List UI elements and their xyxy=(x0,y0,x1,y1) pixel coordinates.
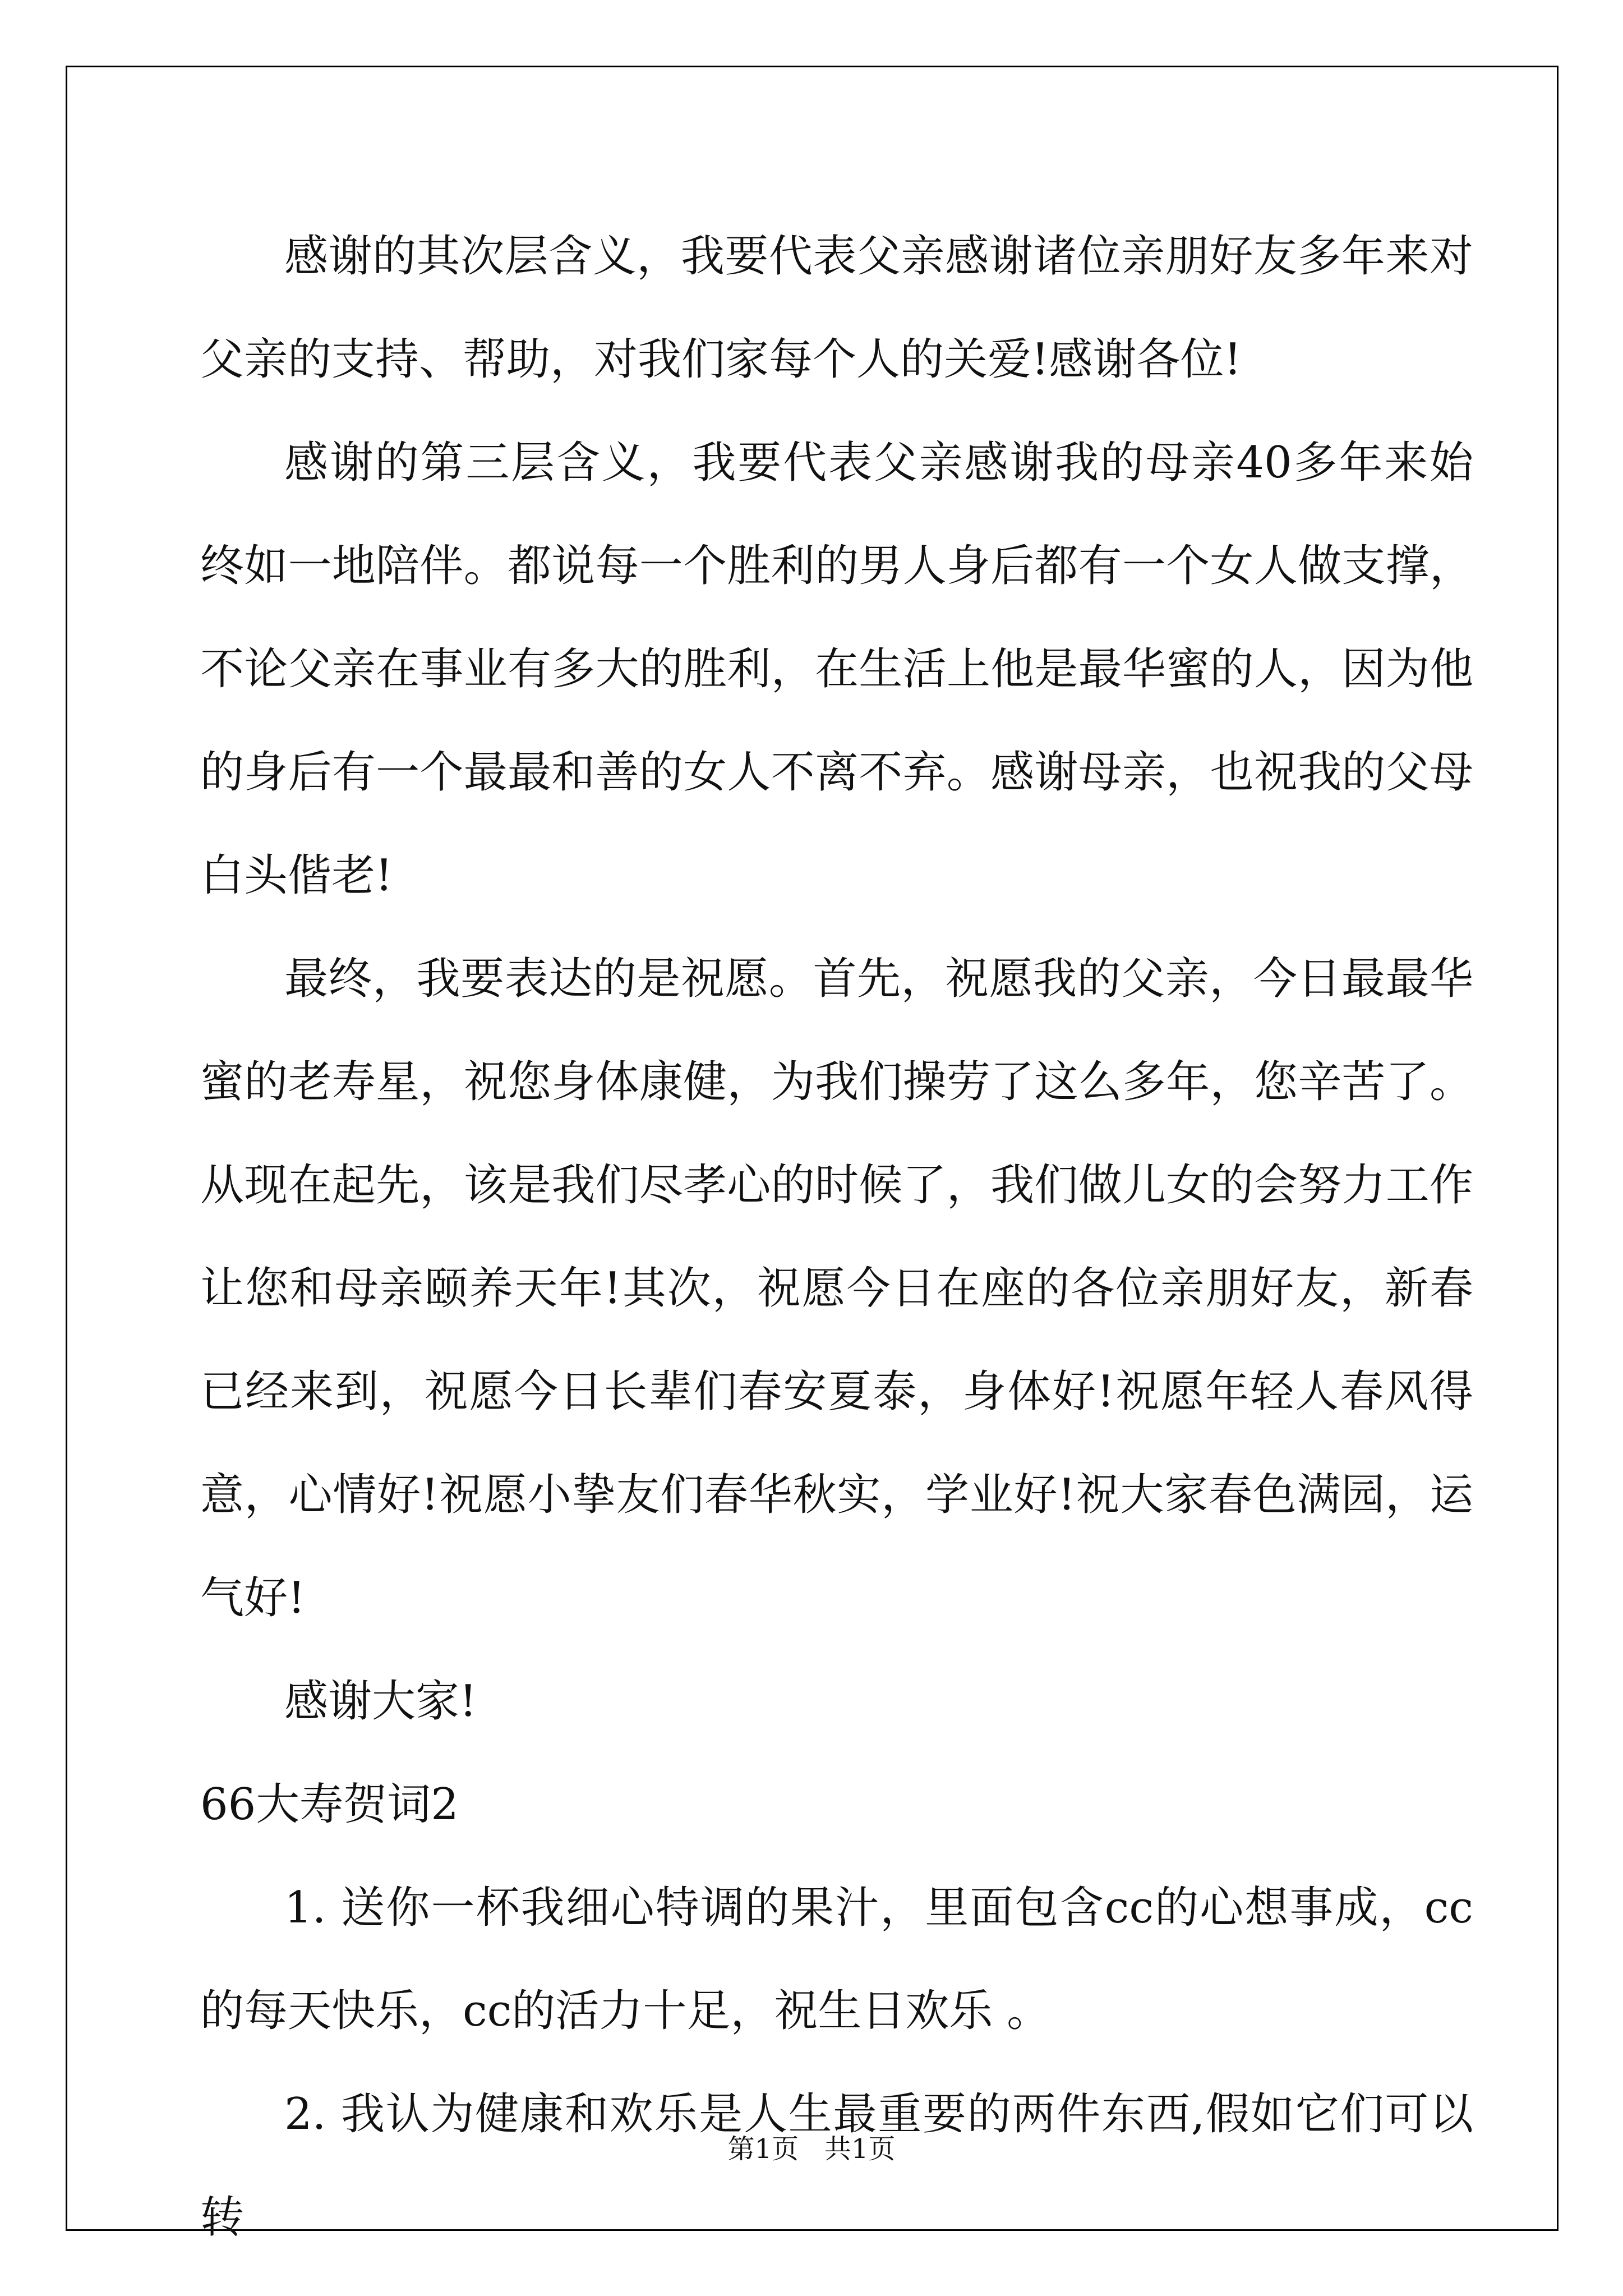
list-item-2: 2. 我认为健康和欢乐是人生最重要的两件东西,假如它们可以转 xyxy=(200,2089,1473,2243)
list-item-1: 1. 送你一杯我细心特调的果汁，里面包含cc的心想事成，cc的每天快乐，cc的活力十足，祝生日欢乐 。 xyxy=(200,1883,1473,2036)
paragraph-wishes: 最终，我要表达的是祝愿。首先，祝愿我的父亲，今日最最华蜜的老寿星，祝您身体康健，为我们操劳了这么多年，您辛苦了。从现在起先，该是我们尽孝心的时候了，我们做儿女的会努力工作让您和母亲颐养天年!其次，祝愿今日在座的各位亲朋好友，新春已经来到，祝愿今日长辈们春安夏泰，身体好!祝愿年轻人春风得意，心情好!祝愿小挚友们春华秋实，学业好!祝大家春色满园，运气好! xyxy=(200,954,1473,1623)
paragraph-closing: 感谢大家! xyxy=(284,1676,477,1727)
paragraph-thanks-second: 感谢的其次层含义，我要代表父亲感谢诸位亲朋好友多年来对父亲的支持、帮助，对我们家每个人的关爱!感谢各位! xyxy=(200,231,1473,385)
section-heading: 66大寿贺词2 xyxy=(200,1779,459,1830)
document-body xyxy=(200,205,1473,2269)
page-number-footer: 第1页 共1页 xyxy=(727,2133,896,2165)
paragraph-thanks-third: 感谢的第三层含义，我要代表父亲感谢我的母亲40多年来始终如一地陪伴。都说每一个胜利的男人身后都有一个女人做支撑，不论父亲在事业有多大的胜利，在生活上他是最华蜜的人，因为他的身后有一个最最和善的女人不离不弃。感谢母亲，也祝我的父母白头偕老! xyxy=(200,438,1473,901)
